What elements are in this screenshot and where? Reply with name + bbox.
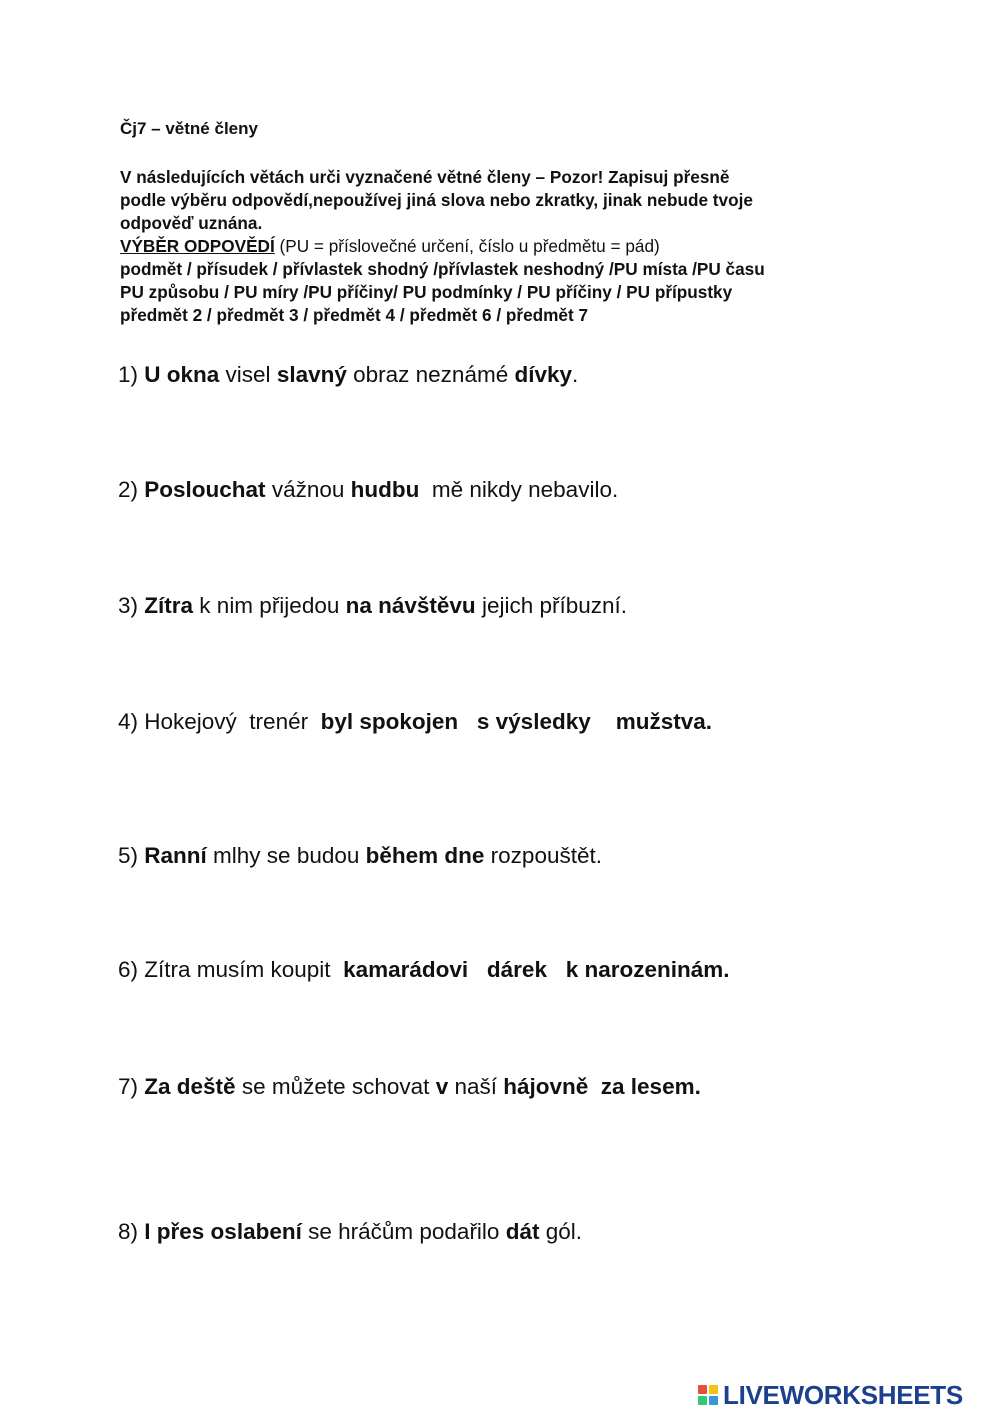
answer-choice-heading: VÝBĚR ODPOVĚDÍ <box>120 236 275 256</box>
sentence-text: se hráčům podařilo <box>301 1219 506 1244</box>
highlighted-sentence-member: dárek <box>486 957 547 982</box>
sentence-6 <box>118 957 730 983</box>
sentence-number: 5) <box>118 843 139 868</box>
liveworksheets-logo-icon <box>698 1385 718 1405</box>
highlighted-sentence-member: mužstva. <box>615 709 713 734</box>
sentence-number: 7) <box>118 1074 139 1099</box>
highlighted-sentence-member: s výsledky <box>476 709 591 734</box>
highlighted-sentence-member: Za deště <box>144 1074 236 1099</box>
answer-options-2: PU způsobu / PU míry /PU příčiny/ PU podmínky / PU příčiny / PU přípustky <box>120 282 733 302</box>
sentence-text: visel <box>219 362 277 387</box>
page-title: Čj7 – větné členy <box>120 119 258 138</box>
sentence-text: gól. <box>539 1219 582 1244</box>
sentence-text <box>468 957 487 982</box>
highlighted-sentence-member: v <box>435 1074 449 1099</box>
highlighted-sentence-member: byl spokojen <box>320 709 459 734</box>
logo-square <box>709 1396 718 1405</box>
sentence-text: jejich příbuzní. <box>475 593 628 618</box>
highlighted-sentence-member: U okna <box>144 362 220 387</box>
highlighted-sentence-member: kamarádovi <box>343 957 469 982</box>
logo-square <box>698 1396 707 1405</box>
sentence-text <box>547 957 566 982</box>
sentence-text: Hokejový trenér <box>138 709 321 734</box>
highlighted-sentence-member: na návštěvu <box>345 593 476 618</box>
sentence-text: Zítra musím koupit <box>138 957 344 982</box>
answer-options-1: podmět / přísudek / přívlastek shodný /přívlastek neshodný /PU místa /PU času <box>120 259 765 279</box>
sentence-text: se můžete schovat <box>235 1074 436 1099</box>
highlighted-sentence-member: Ranní <box>144 843 207 868</box>
answer-choice-note: (PU = příslovečné určení, číslo u předmětu = pád) <box>274 236 660 256</box>
sentence-7 <box>118 1074 701 1100</box>
instructions-line-3: odpověď uznána. <box>120 213 263 233</box>
highlighted-sentence-member: Poslouchat <box>144 477 266 502</box>
instructions-line-1: V následujících větách urči vyznačené větné členy – Pozor! Zapisuj přesně <box>120 167 730 187</box>
highlighted-sentence-member: slavný <box>276 362 347 387</box>
highlighted-sentence-member: k narozeninám. <box>565 957 730 982</box>
sentence-text: naší <box>448 1074 504 1099</box>
sentence-text: vážnou <box>265 477 351 502</box>
sentence-text <box>458 709 477 734</box>
answer-options-3: předmět 2 / předmět 3 / předmět 4 / předmět 6 / předmět 7 <box>120 305 589 325</box>
highlighted-sentence-member: za lesem. <box>600 1074 701 1099</box>
sentence-text: mě nikdy nebavilo. <box>419 477 619 502</box>
sentence-1 <box>118 362 578 388</box>
sentence-text: obraz neznámé <box>346 362 515 387</box>
sentence-number: 2) <box>118 477 139 502</box>
sentence-5 <box>118 843 602 869</box>
sentence-2 <box>118 477 618 503</box>
instructions <box>120 166 900 327</box>
sentence-text: . <box>572 362 579 387</box>
sentence-text: k nim přijedou <box>193 593 346 618</box>
logo-square <box>698 1385 707 1394</box>
instructions-line-2: podle výběru odpovědí,nepoužívej jiná slova nebo zkratky, jinak nebude tvoje <box>120 190 753 210</box>
liveworksheets-logo <box>698 1378 963 1412</box>
sentence-text: rozpouštět. <box>484 843 602 868</box>
sentence-number: 3) <box>118 593 139 618</box>
sentence-number: 8) <box>118 1219 139 1244</box>
sentence-3 <box>118 593 627 619</box>
sentence-number: 1) <box>118 362 139 387</box>
sentence-4 <box>118 709 712 735</box>
sentence-number: 6) <box>118 957 139 982</box>
highlighted-sentence-member: Zítra <box>144 593 194 618</box>
liveworksheets-logo-text: LIVEWORKSHEETS <box>723 1379 963 1410</box>
sentence-8 <box>118 1219 582 1245</box>
highlighted-sentence-member: hájovně <box>503 1074 589 1099</box>
sentence-text: mlhy se budou <box>206 843 366 868</box>
highlighted-sentence-member: hudbu <box>350 477 420 502</box>
highlighted-sentence-member: dát <box>505 1219 540 1244</box>
sentence-number: 4) <box>118 709 139 734</box>
highlighted-sentence-member: dívky <box>514 362 573 387</box>
answer-choice-heading-line <box>120 235 900 258</box>
highlighted-sentence-member: během dne <box>365 843 485 868</box>
sentence-text <box>591 709 616 734</box>
logo-square <box>709 1385 718 1394</box>
highlighted-sentence-member: I přes oslabení <box>144 1219 302 1244</box>
sentence-text <box>588 1074 601 1099</box>
